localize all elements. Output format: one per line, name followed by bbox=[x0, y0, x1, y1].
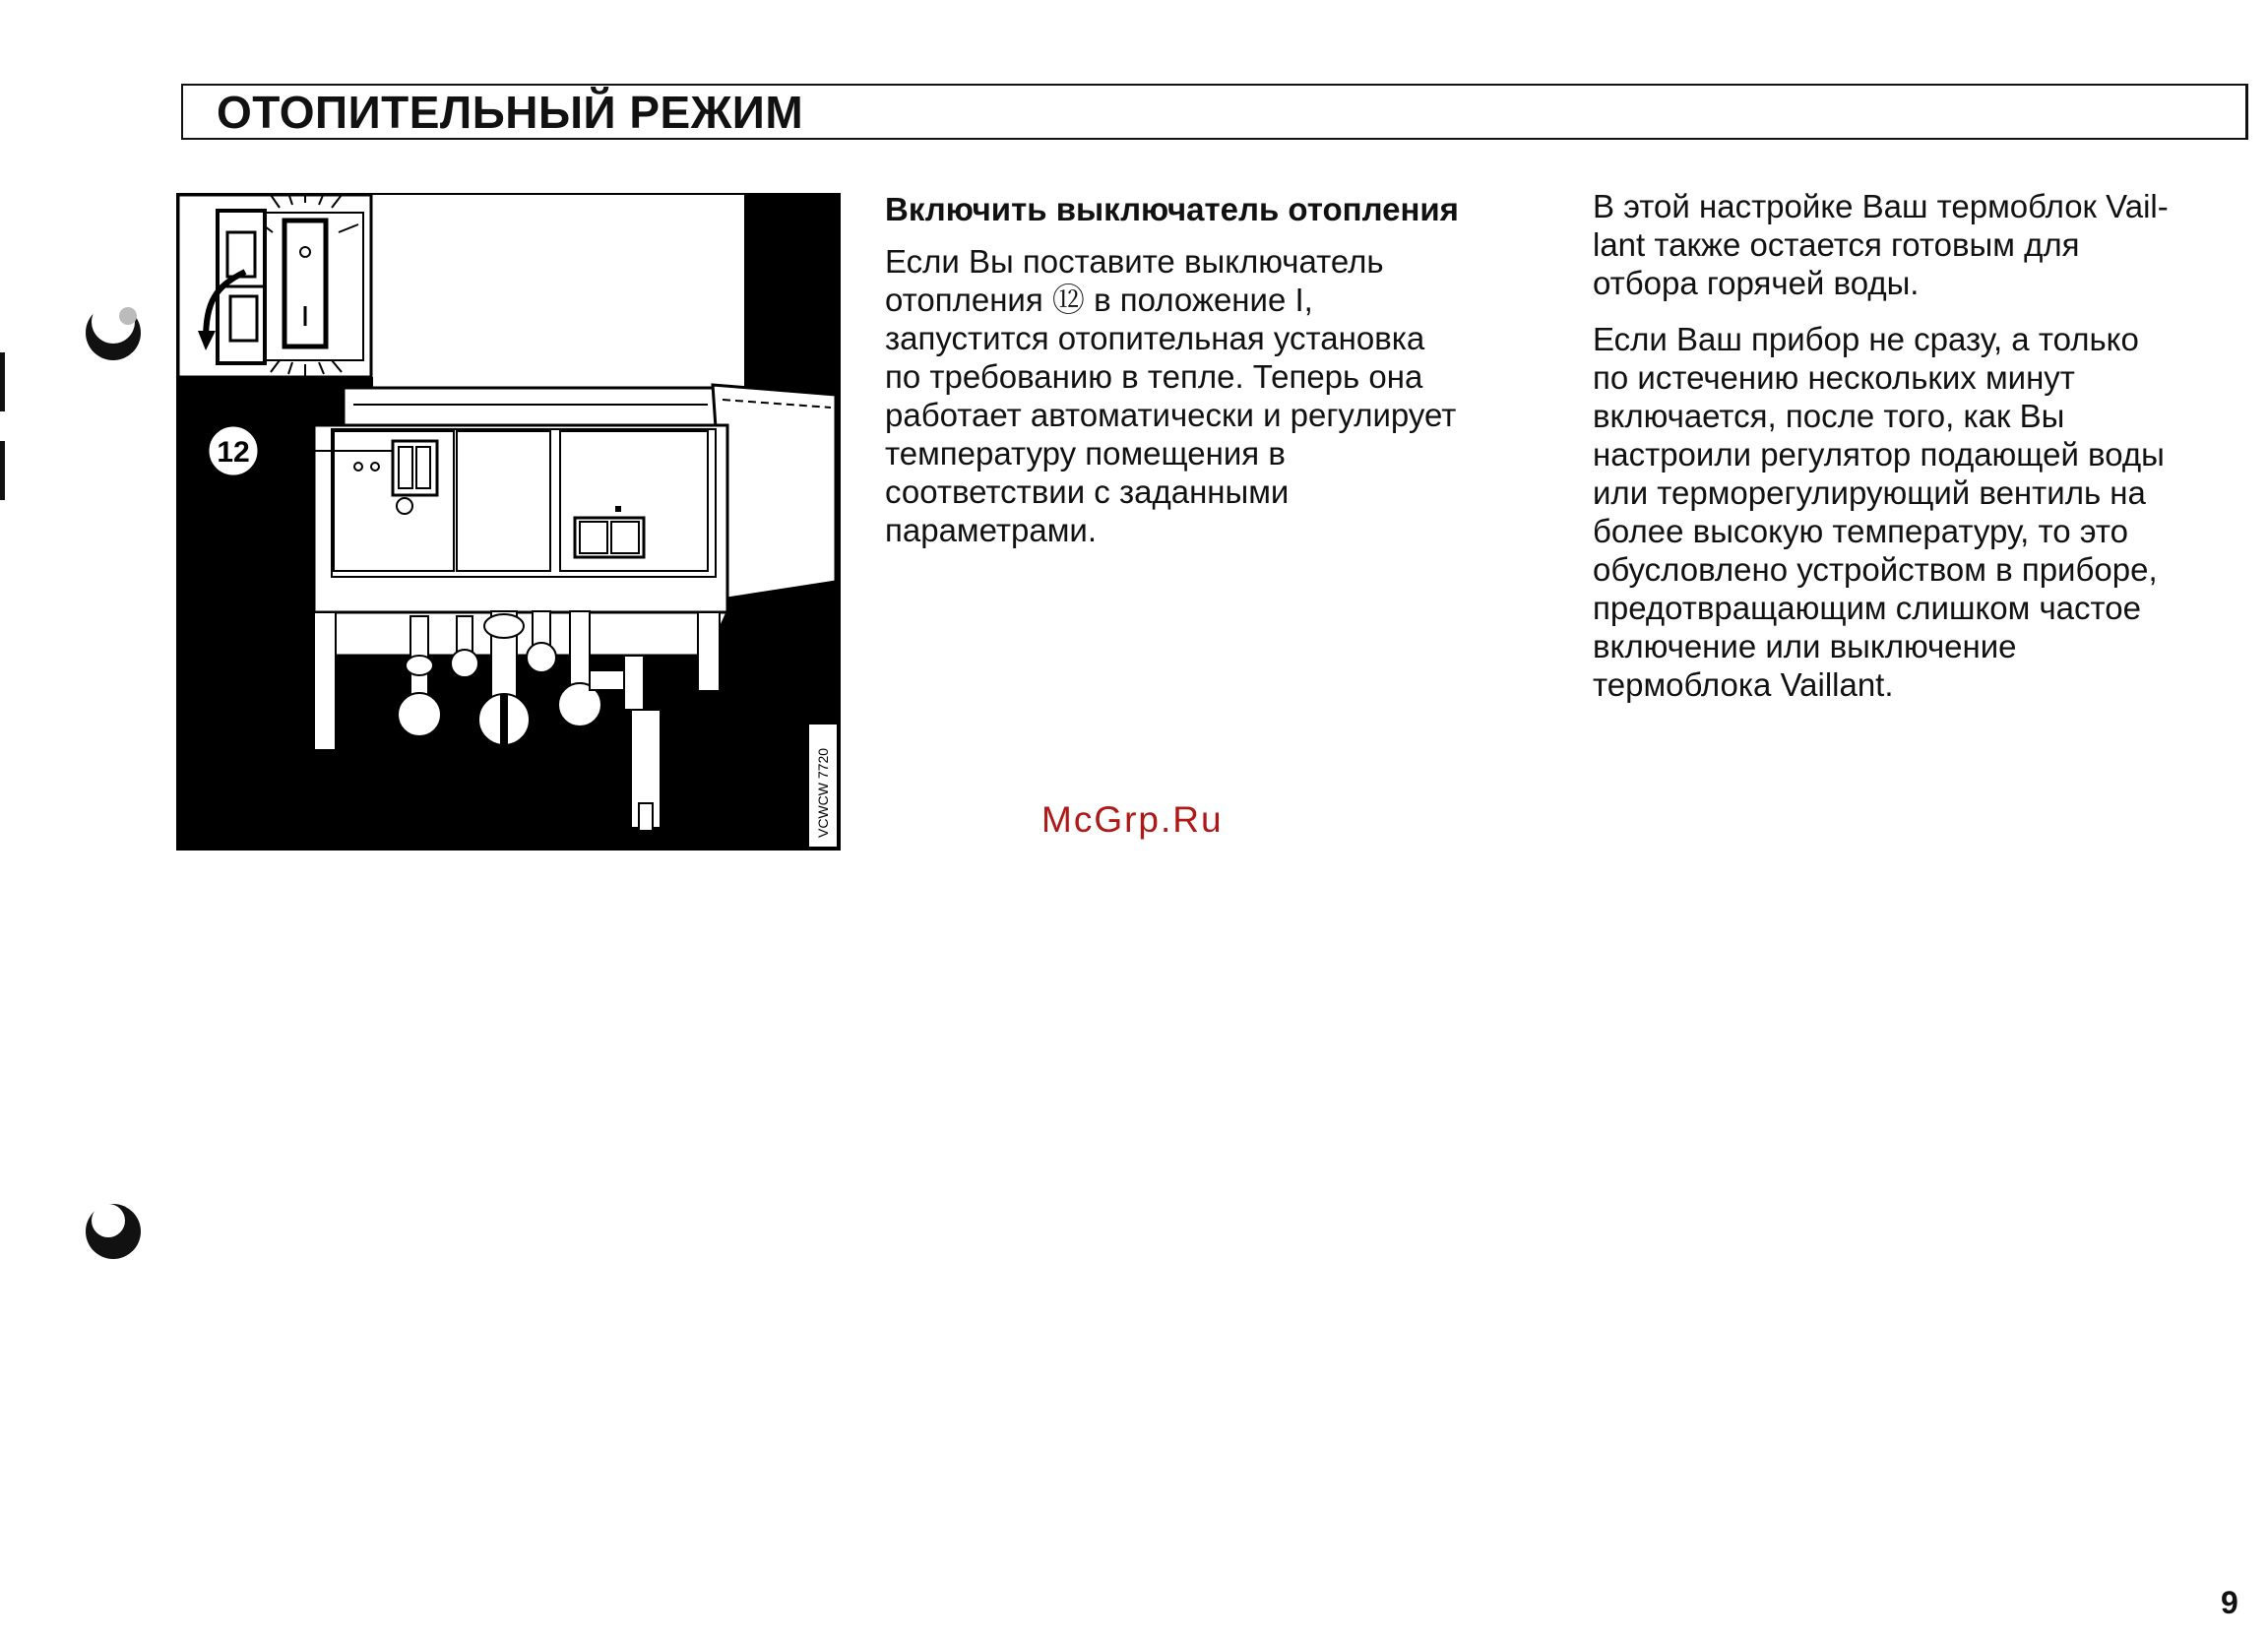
page-number: 9 bbox=[2221, 1585, 2238, 1620]
paragraph-hot-water: В этой настройке Ваш термоблок Vail- lant также остается готовым для отбора горячей воды. bbox=[1593, 188, 2169, 301]
page-title: ОТОПИТЕЛЬНЫЙ РЕЖИМ bbox=[217, 87, 804, 138]
text-column-right bbox=[1593, 187, 2242, 722]
paragraph-delay-note: Если Ваш прибор не сразу, а только по истечению нескольких минут включается, после того, как Вы настроили регулятор подающей воды или терморегулирующий вентиль на более высокую температуру, то это обусловлено устройством в приборе, предотвращающим слишком частое включение или выключение термоблока Vaillant. bbox=[1593, 321, 2165, 703]
binding-hole-mark-bottom bbox=[81, 1199, 146, 1264]
switch-off-symbol: O bbox=[305, 258, 306, 259]
binding-hole-mark-top bbox=[81, 300, 146, 365]
callout-12: 12 bbox=[217, 436, 250, 469]
watermark-text: McGrp.Ru bbox=[1041, 799, 1224, 840]
boiler-illustration bbox=[176, 193, 841, 851]
section-subheading: Включить выключатель отопления bbox=[885, 191, 1459, 227]
section-header bbox=[181, 84, 2248, 140]
margin-bar-mark bbox=[0, 352, 8, 500]
figure-code-label: VCWCW 7720 bbox=[815, 747, 831, 838]
paragraph-heating-switch: Если Вы поставите выключатель отопления ⑫ в положение I, запустится отопительная установка по требованию в тепле. Теперь она работает автоматически и регулирует температуру помещения в соответствии с заданными параметрами. bbox=[885, 243, 1457, 548]
text-column-left bbox=[885, 187, 1574, 567]
